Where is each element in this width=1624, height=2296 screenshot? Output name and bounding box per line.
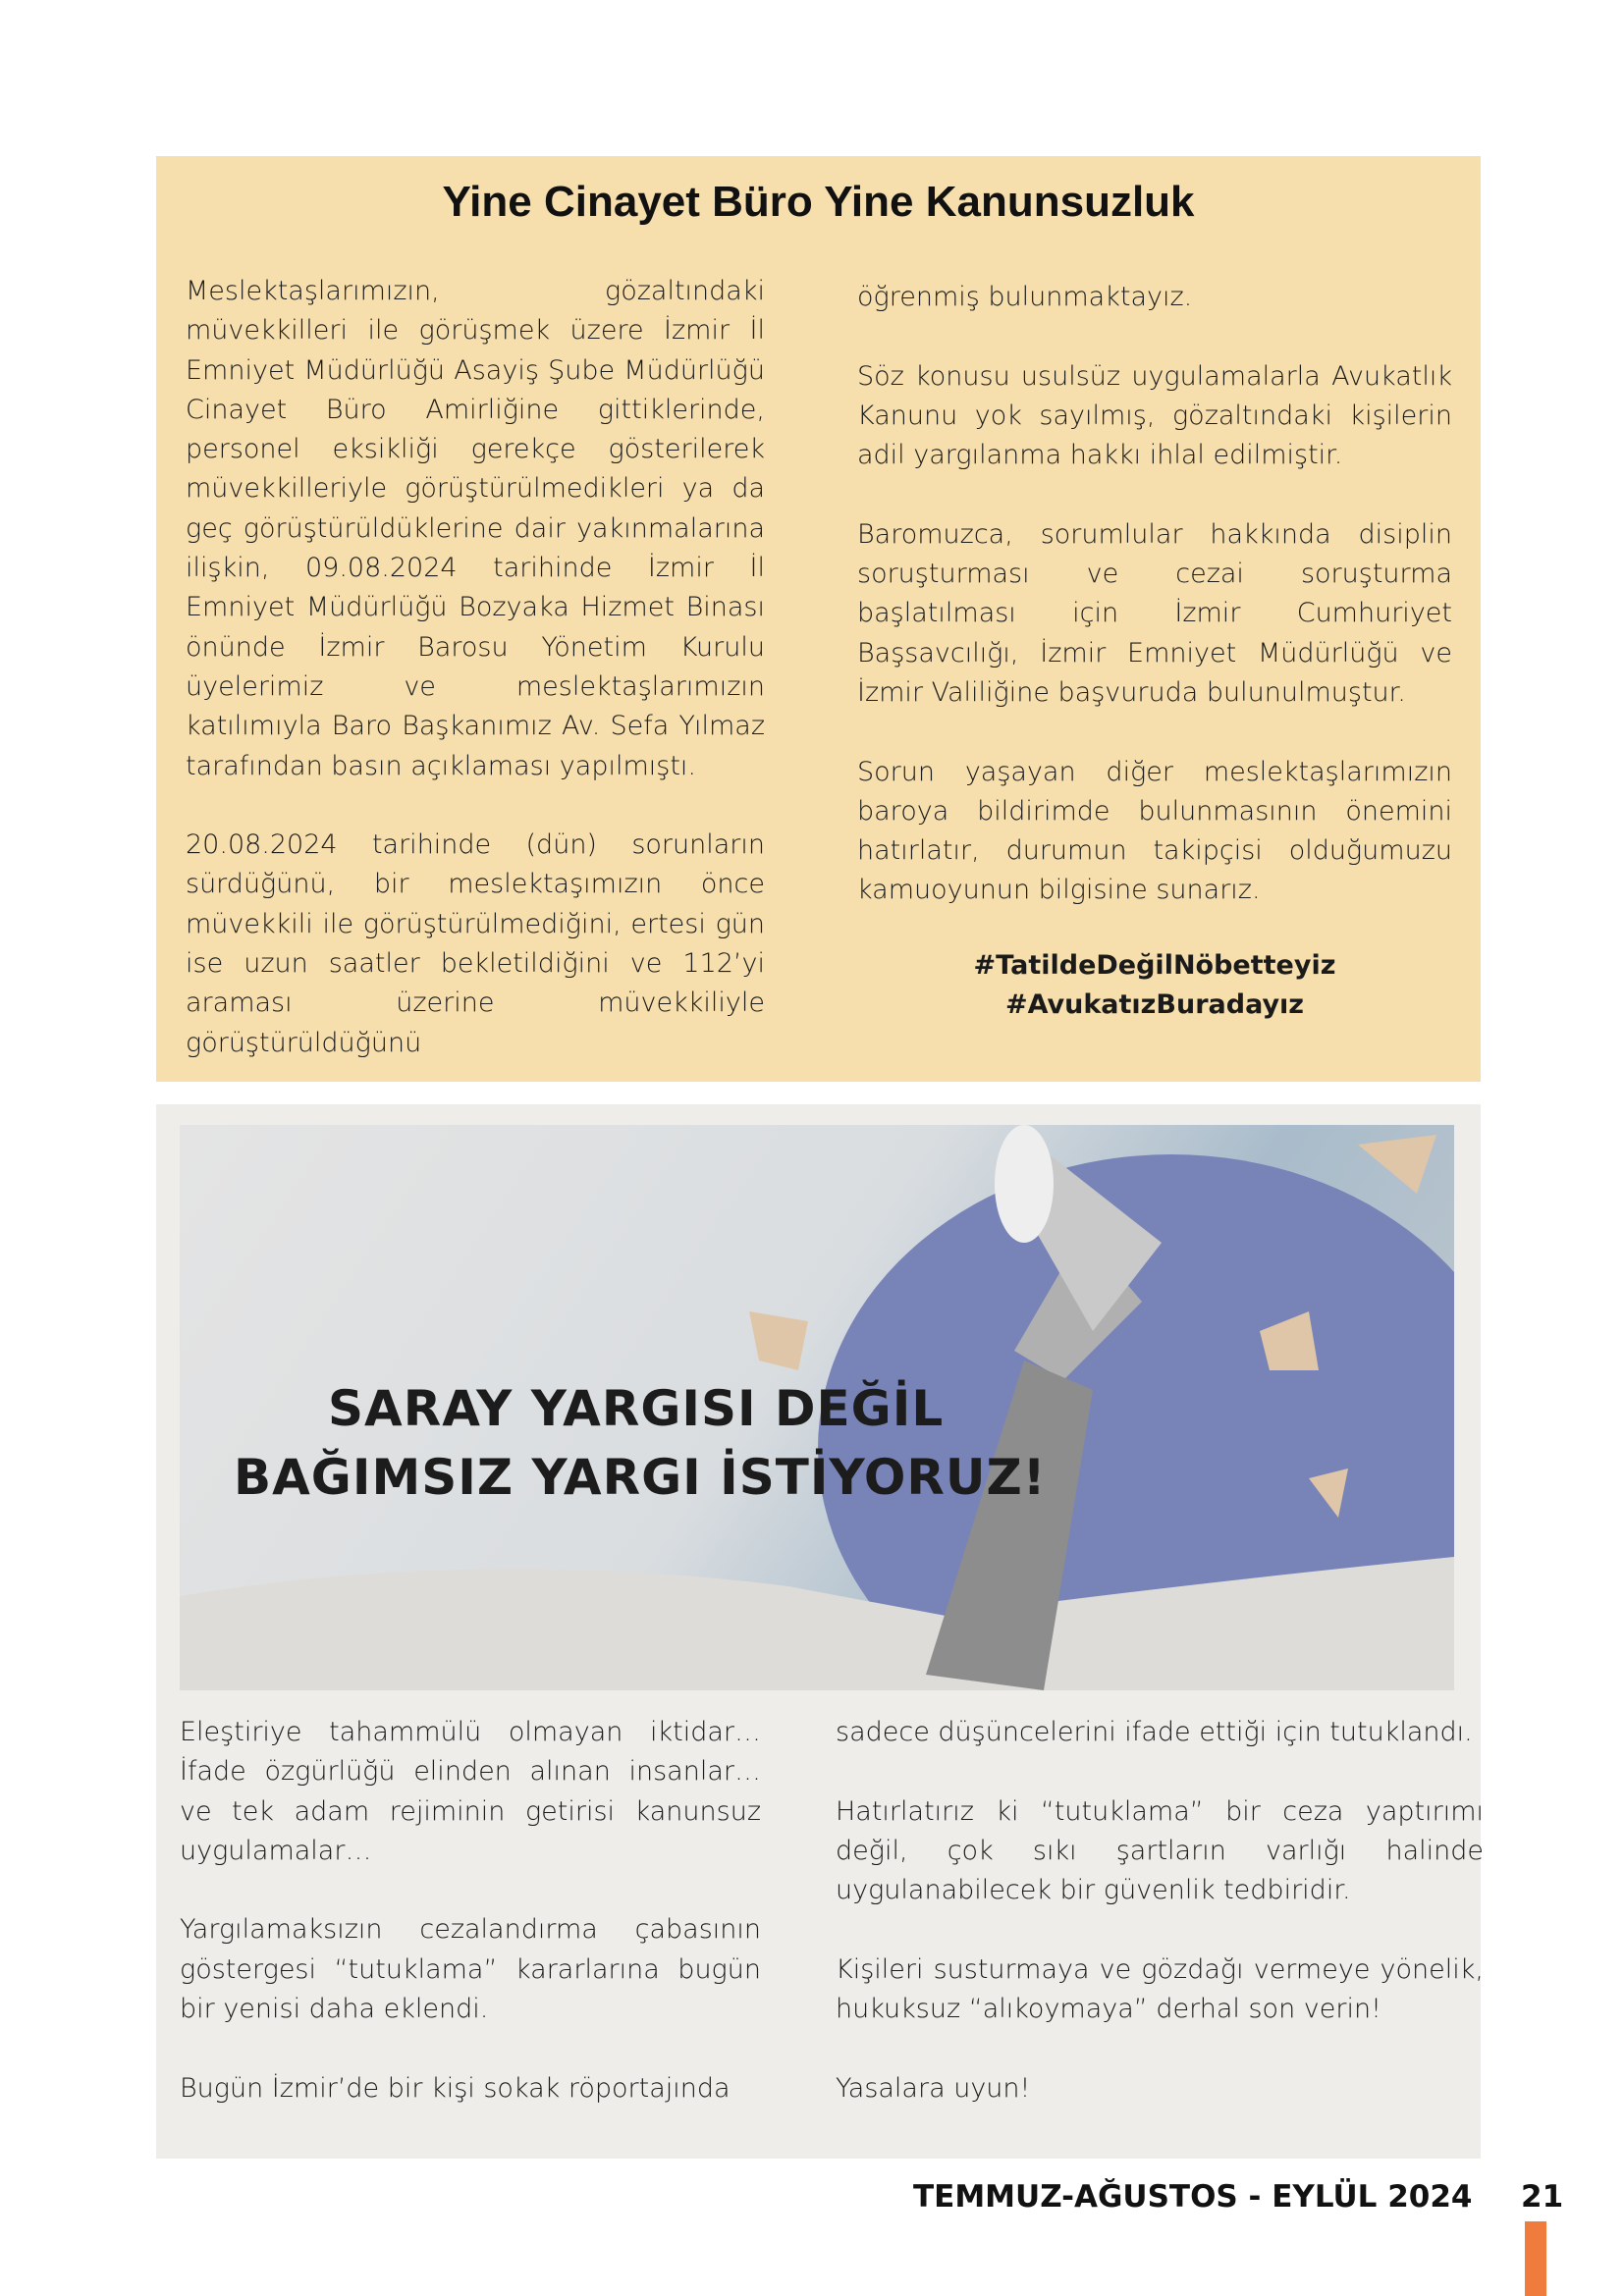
hashtag: #TatildeDeğilNöbetteyiz bbox=[973, 950, 1336, 982]
issue-label: TEMMUZ-AĞUSTOS - EYLÜL 2024 bbox=[913, 2179, 1473, 2215]
page-number: 21 bbox=[1521, 2179, 1564, 2215]
article-title: Yine Cinayet Büro Yine Kanunsuzluk bbox=[442, 178, 1195, 226]
article-yine-cinayet-buro bbox=[156, 156, 1481, 1082]
paragraph: Kişileri susturmaya ve gözdağı vermeye yönelik, hukuksuz “alıkoymaya” derhal son verin! bbox=[836, 1953, 1484, 2025]
article-left-column bbox=[186, 272, 765, 1102]
paragraph: sadece düşüncelerini ifade ettiği için tutuklandı. bbox=[836, 1717, 1473, 1747]
paragraph: Yasalara uyun! bbox=[836, 2072, 1031, 2104]
paragraph: Söz konusu usulsüz uygulamalarla Avukatlık Kanunu yok sayılmış, gözaltındaki kişilerin adil yargılanma hakkı ihlal edilmiştir. bbox=[857, 360, 1452, 471]
hashtag: #AvukatızBuradayız bbox=[1004, 989, 1305, 1021]
article-right-column bbox=[836, 1713, 1484, 2148]
paragraph: 20.08.2024 tarihinde (dün) sorunların sürdüğünü, bir meslektaşımızın önce müvekkili ile görüştürülmediğini, ertesi gün ise uzun saatler bekletildiğini ve 112’yi araması üzerine müvekkiliyle görüştürüldüğünü bbox=[186, 829, 765, 1058]
paragraph: Eleştiriye tahammülü olmayan iktidar… İfade özgürlüğü elinden alınan insanlar… ve tek adam rejiminin getirisi kanunsuz uygulamalar… bbox=[180, 1717, 761, 1866]
article-right-column bbox=[857, 278, 1452, 1026]
accent-bar bbox=[1525, 2221, 1546, 2296]
paragraph: Baromuzca, sorumlular hakkında disiplin soruşturması ve cezai soruşturma başlatılması için İzmir Cumhuriyet Başsavcılığı, İzmir Emniyet Müdürlüğü ve İzmir Valiliğine başvuruda bulunulmuştur. bbox=[857, 518, 1452, 708]
banner-image bbox=[180, 1125, 1454, 1690]
banner-line: SARAY YARGISI DEĞİL bbox=[328, 1380, 945, 1437]
article-left-column bbox=[180, 1713, 761, 2148]
paragraph: Yargılamaksızın cezalandırma çabasının göstergesi “tutuklama” kararlarına bugün bir yenisi daha eklendi. bbox=[180, 1914, 761, 2025]
paragraph: Bugün İzmir’de bir kişi sokak röportajında bbox=[180, 2072, 731, 2104]
hashtags bbox=[857, 946, 1452, 1026]
paragraph: öğrenmiş bulunmaktayız. bbox=[857, 282, 1193, 312]
paragraph: Sorun yaşayan diğer meslektaşlarımızın baroya bildirimde bulunmasının önemini hatırlatır, durumun takipçisi olduğumuzu kamuoyunun bilgisine sunarız. bbox=[857, 756, 1452, 906]
banner-headline bbox=[234, 1374, 1047, 1512]
paragraph: Meslektaşlarımızın, gözaltındaki müvekkilleri ile görüşmek üzere İzmir İl Emniyet Müdürlüğü Asayiş Şube Müdürlüğü Cinayet Büro Amirliğine gittiklerinde, personel eksikliği gerekçe gösterilerek müvekkilleriyle görüştürülmedikleri ya da geç görüştürüldüklerine dair yakınmalarına ilişkin, 09.08.2024 tarihinde İzmir İl Emniyet Müdürlüğü Bozyaka Hizmet Binası önünde İzmir Barosu Yönetim Kurulu üyelerimiz ve meslektaşlarımızın katılımıyla Baro Başkanımız Av. Sefa Yılmaz tarafından basın açıklaması yapılmıştı. bbox=[186, 276, 765, 781]
article-saray-yargisi bbox=[156, 1104, 1484, 2159]
banner-line: BAĞIMSIZ YARGI İSTİYORUZ! bbox=[234, 1449, 1047, 1506]
paragraph: Hatırlatırız ki “tutuklama” bir ceza yaptırımı değil, çok sıkı şartların varlığı halinde uygulanabilecek bir güvenlik tedbiridir. bbox=[836, 1795, 1484, 1906]
